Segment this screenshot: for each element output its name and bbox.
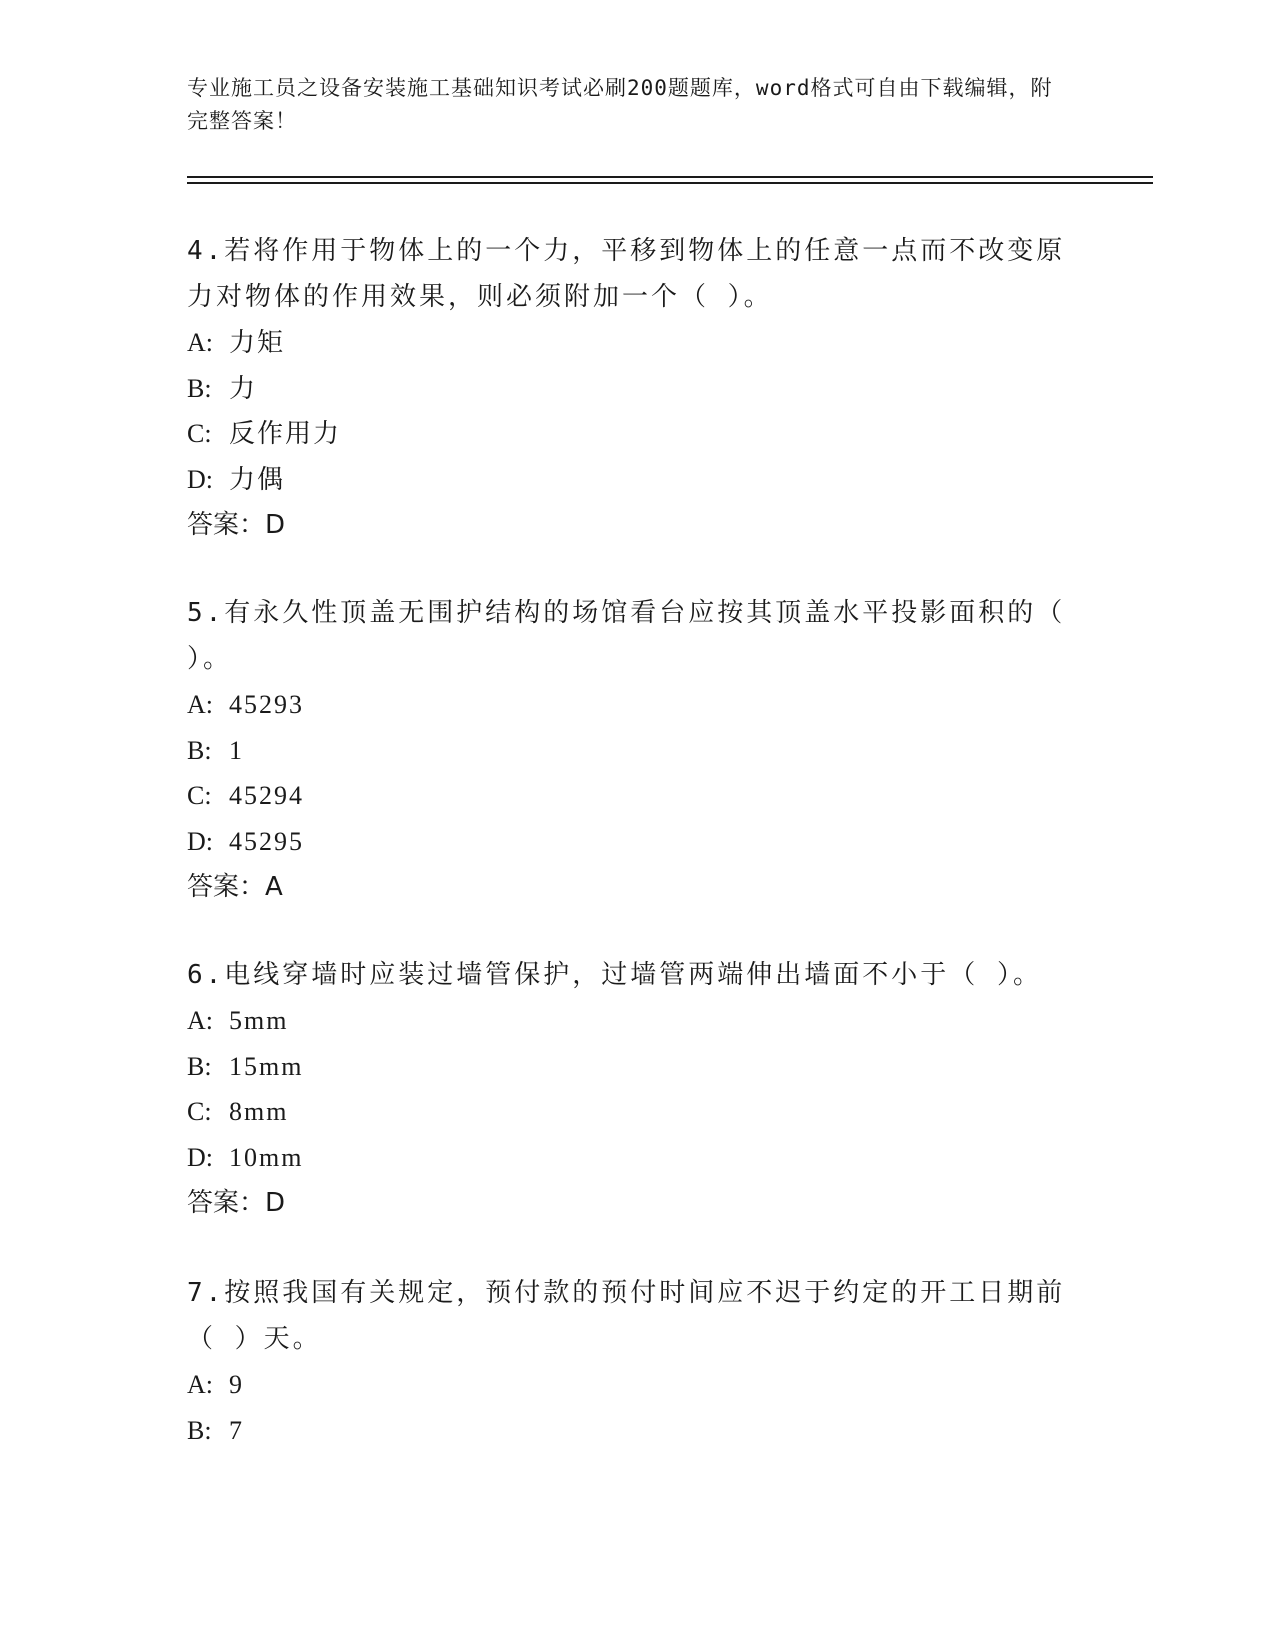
option-text: 10mm [229,1142,304,1172]
question-stem: 5.有永久性顶盖无围护结构的场馆看台应按其顶盖水平投影面积的（ ）。 [187,598,1084,674]
option-b [187,1408,1067,1454]
option-c [187,1089,1067,1135]
option-letter: B: [187,735,212,765]
option-letter: B: [187,373,212,403]
option-text: 7 [229,1415,244,1445]
document-header: 专业施工员之设备安装施工基础知识考试必刷200题题库，word格式可自由下载编辑，附完整答案！ [187,76,1053,133]
question-stem: 7.按照我国有关规定，预付款的预付时间应不迟于约定的开工日期前（ ）天。 [187,1278,1066,1354]
question-6 [187,952,1067,1226]
option-d [187,819,1067,865]
option-letter: A: [187,1006,213,1035]
option-letter: B: [187,1415,212,1445]
option-text: 力偶 [229,464,286,494]
question-5 [187,590,1084,910]
option-letter: C: [187,419,212,448]
option-text: 8mm [229,1097,289,1126]
option-text: 45293 [229,690,304,719]
option-text: 9 [229,1370,244,1399]
option-text: 45295 [229,826,304,856]
option-text: 1 [229,735,244,765]
option-text: 反作用力 [229,419,342,448]
option-text: 力矩 [229,328,286,357]
option-letter: D: [187,826,213,856]
option-c [187,411,1067,457]
option-a [187,682,1067,728]
option-b [187,1044,1067,1090]
option-text: 45294 [229,781,304,810]
header-rule-bottom [187,182,1153,184]
answer-line: 答案：D [187,510,286,540]
option-letter: A: [187,1370,213,1399]
question-7 [187,1270,1067,1453]
option-letter: D: [187,1142,213,1172]
option-text: 5mm [229,1006,289,1035]
option-d [187,1135,1067,1181]
answer-line: 答案：D [187,1188,286,1218]
question-stem: 6.电线穿墙时应装过墙管保护，过墙管两端伸出墙面不小于（ ）。 [187,960,1042,990]
option-letter: C: [187,1097,212,1126]
option-letter: B: [187,1051,212,1081]
question-stem: 4.若将作用于物体上的一个力，平移到物体上的任意一点而不改变原力对物体的作用效果，则必须附加一个（ ）。 [187,236,1066,312]
option-b [187,728,1067,774]
option-a [187,1362,1067,1408]
option-letter: D: [187,464,213,494]
answer-line: 答案：A [187,872,283,902]
option-letter: C: [187,781,212,810]
option-a [187,998,1067,1044]
option-text: 15mm [229,1051,304,1081]
option-d [187,457,1067,503]
option-b [187,366,1067,412]
header-rule-top [187,176,1153,178]
option-letter: A: [187,328,213,357]
option-letter: A: [187,690,213,719]
question-4 [187,228,1067,548]
option-a [187,320,1067,366]
option-text: 力 [229,373,258,403]
option-c [187,773,1067,819]
